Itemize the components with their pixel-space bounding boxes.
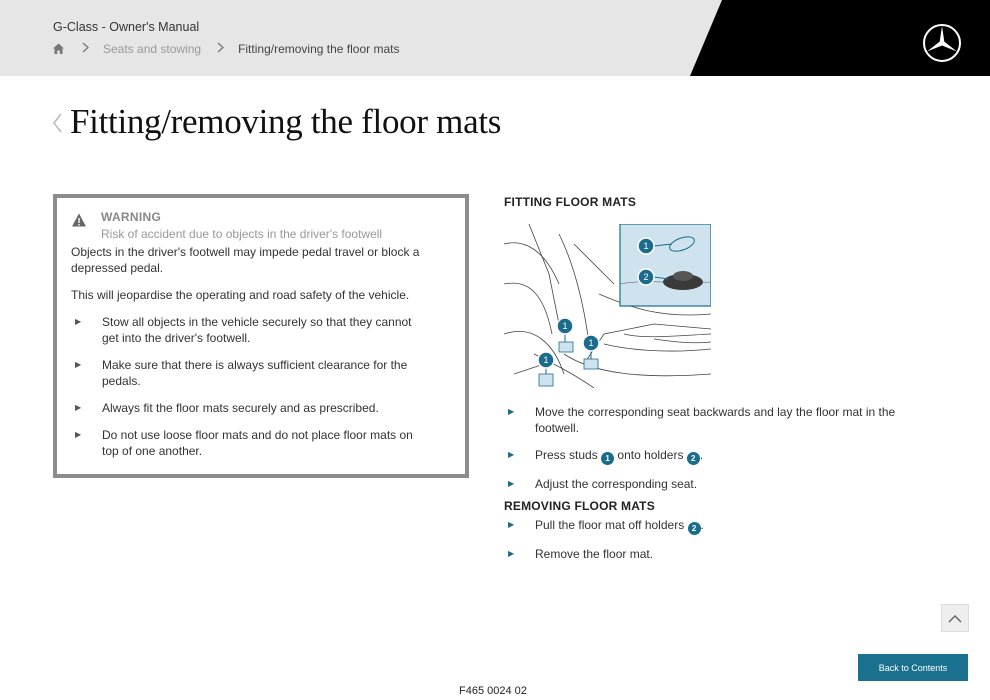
- step-text: .: [700, 518, 704, 532]
- mercedes-star-icon[interactable]: [922, 23, 962, 63]
- bullet-arrow-icon: ▶: [508, 549, 515, 558]
- list-item: [71, 427, 451, 459]
- header-bar: [0, 0, 990, 76]
- bullet-arrow-icon: ▶: [75, 360, 82, 369]
- warning-triangle-icon: [71, 212, 87, 228]
- badge-1: 1: [601, 452, 614, 465]
- list-item: [504, 546, 914, 562]
- svg-text:2: 2: [643, 272, 649, 282]
- breadcrumb: [52, 42, 399, 56]
- list-item-text: Remove the floor mat.: [535, 547, 654, 561]
- list-item: [504, 447, 914, 465]
- list-item-text: Stow all objects in the vehicle securely so that they cannot get into the driver's footwell.: [102, 315, 412, 345]
- home-icon[interactable]: [52, 42, 66, 56]
- warning-header: [71, 210, 451, 241]
- svg-text:1: 1: [562, 321, 568, 331]
- figure-code: F465 0024 02: [459, 685, 527, 697]
- figure-badge-1c: [583, 335, 599, 351]
- list-item: [71, 357, 451, 389]
- warning-paragraph: Objects in the driver's footwell may impede pedal travel or block a depressed pedal.: [71, 245, 420, 275]
- list-item: [71, 314, 451, 346]
- figure-badge-1b: [557, 318, 573, 334]
- breadcrumb-link-seats[interactable]: Seats and stowing: [103, 42, 202, 56]
- chevron-up-icon: [948, 614, 962, 623]
- list-item: [504, 476, 914, 492]
- list-item-text: [535, 517, 704, 535]
- step-text: Press studs: [535, 448, 598, 462]
- bullet-arrow-icon: ▶: [75, 430, 82, 439]
- chevron-left-icon[interactable]: [50, 111, 64, 135]
- chevron-right-icon: [217, 42, 224, 56]
- figure-badge-2: [638, 269, 654, 285]
- svg-text:1: 1: [543, 355, 549, 365]
- warning-box: [53, 194, 469, 478]
- step-text: .: [699, 448, 704, 462]
- removing-heading: REMOVING FLOOR MATS: [504, 499, 655, 513]
- figure-badge-1d: [538, 352, 554, 368]
- list-item: [504, 404, 914, 436]
- bullet-arrow-icon: ▶: [508, 479, 515, 488]
- list-item-text: Move the corresponding seat backwards and lay the floor mat in the footwell.: [535, 405, 896, 435]
- bullet-arrow-icon: ▶: [75, 317, 82, 326]
- scroll-to-top-button[interactable]: [941, 604, 969, 632]
- bullet-arrow-icon: ▶: [508, 450, 515, 459]
- svg-text:1: 1: [588, 338, 594, 348]
- step-text: Pull the floor mat off holders: [535, 518, 685, 532]
- list-item: [71, 400, 451, 416]
- warning-paragraph: This will jeopardise the operating and road safety of the vehicle.: [71, 288, 410, 302]
- list-item-text: Do not use loose floor mats and do not place floor mats on top of one another.: [102, 428, 413, 458]
- list-item-text: Make sure that there is always sufficient clearance for the pedals.: [102, 358, 408, 388]
- removing-steps: [504, 517, 914, 573]
- svg-text:1: 1: [643, 241, 649, 251]
- back-to-contents-button[interactable]: Back to Contents: [858, 654, 968, 681]
- list-item: [504, 517, 914, 535]
- breadcrumb-current: Fitting/removing the floor mats: [238, 42, 400, 56]
- bullet-arrow-icon: ▶: [508, 407, 515, 416]
- badge-2: 2: [687, 452, 700, 465]
- list-item-text: [535, 447, 703, 465]
- badge-2: 2: [688, 522, 701, 535]
- fitting-steps: [504, 404, 914, 503]
- warning-subtitle: Risk of accident due to objects in the driver's footwell: [101, 227, 383, 241]
- step-text: onto holders: [617, 448, 684, 462]
- fitting-heading: FITTING FLOOR MATS: [504, 195, 637, 209]
- floor-mat-illustration: [504, 224, 711, 388]
- figure-badge-1a: [638, 238, 654, 254]
- manual-title: G-Class - Owner's Manual: [53, 20, 200, 34]
- list-item-text: Adjust the corresponding seat.: [535, 477, 698, 491]
- warning-list: [71, 314, 451, 459]
- warning-title: WARNING: [101, 210, 162, 224]
- bullet-arrow-icon: ▶: [508, 520, 515, 529]
- list-item-text: Always fit the floor mats securely and as prescribed.: [102, 401, 379, 415]
- page-title: Fitting/removing the floor mats: [70, 102, 502, 141]
- bullet-arrow-icon: ▶: [75, 403, 82, 412]
- chevron-right-icon: [82, 42, 89, 56]
